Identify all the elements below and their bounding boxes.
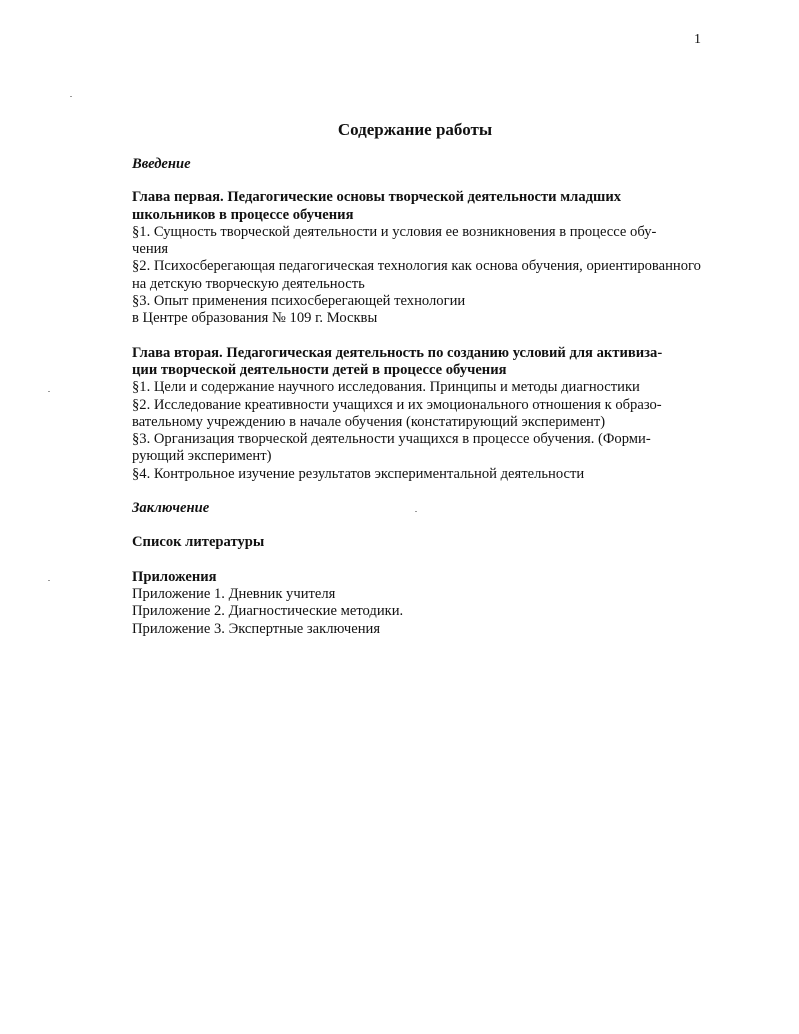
toc-introduction: Введение [132, 156, 191, 172]
chapter-2 [132, 345, 748, 483]
chapter-2-title-line-2: ции творческой деятельности детей в процессе обучения [132, 361, 507, 378]
chapter-1-section-1-line-2: чения [132, 241, 169, 258]
chapter-2-section-2-line-1: §2. Исследование креативности учащихся и их эмоционального отношения к образо- [132, 396, 662, 413]
chapter-2-section-3-line-2: рующий эксперимент) [132, 448, 272, 465]
appendices [132, 569, 748, 638]
chapter-1 [132, 189, 748, 327]
toc-conclusion: Заключение [132, 500, 210, 517]
page-title: Содержание работы [337, 120, 493, 139]
chapter-1-title-line-1: Глава первая. Педагогические основы творческой деятельности младших [132, 189, 622, 206]
table-of-contents [132, 156, 748, 638]
chapter-1-section-3-line-1: §3. Опыт применения психосберегающей технологии [132, 293, 466, 310]
appendix-item-2: Приложение 2. Диагностические методики. [132, 603, 404, 620]
chapter-2-section-4: §4. Контрольное изучение результатов экспериментальной деятельности [132, 465, 585, 482]
scan-speck [48, 580, 50, 581]
page-number: 1 [694, 32, 701, 47]
chapter-1-section-2-line-2: на детскую творческую деятельность [132, 275, 365, 292]
scan-speck [70, 96, 72, 97]
appendix-item-3: Приложение 3. Экспертные заключения [132, 620, 381, 637]
chapter-2-section-3-line-1: §3. Организация творческой деятельности учащихся в процессе обучения. (Форми- [132, 431, 651, 448]
chapter-2-title-line-1: Глава вторая. Педагогическая деятельность по созданию условий для активиза- [132, 344, 663, 361]
scan-speck [415, 511, 417, 512]
appendix-item-1: Приложение 1. Дневник учителя [132, 585, 336, 602]
scan-speck [48, 391, 50, 392]
chapter-1-section-2-line-1: §2. Психосберегающая педагогическая технология как основа обучения, ориентированного [132, 258, 701, 275]
chapter-1-section-3-line-2: в Центре образования № 109 г. Москвы [132, 310, 378, 327]
toc-bibliography: Список литературы [132, 534, 265, 551]
chapter-2-section-2-line-2: вательному учреждению в начале обучения (констатирующий эксперимент) [132, 413, 606, 430]
chapter-1-title-line-2: школьников в процессе обучения [132, 206, 354, 223]
chapter-1-section-1-line-1: §1. Сущность творческой деятельности и условия ее возникновения в процессе обу- [132, 223, 657, 240]
appendices-title: Приложения [132, 568, 217, 585]
chapter-2-section-1: §1. Цели и содержание научного исследования. Принципы и методы диагностики [132, 379, 640, 396]
